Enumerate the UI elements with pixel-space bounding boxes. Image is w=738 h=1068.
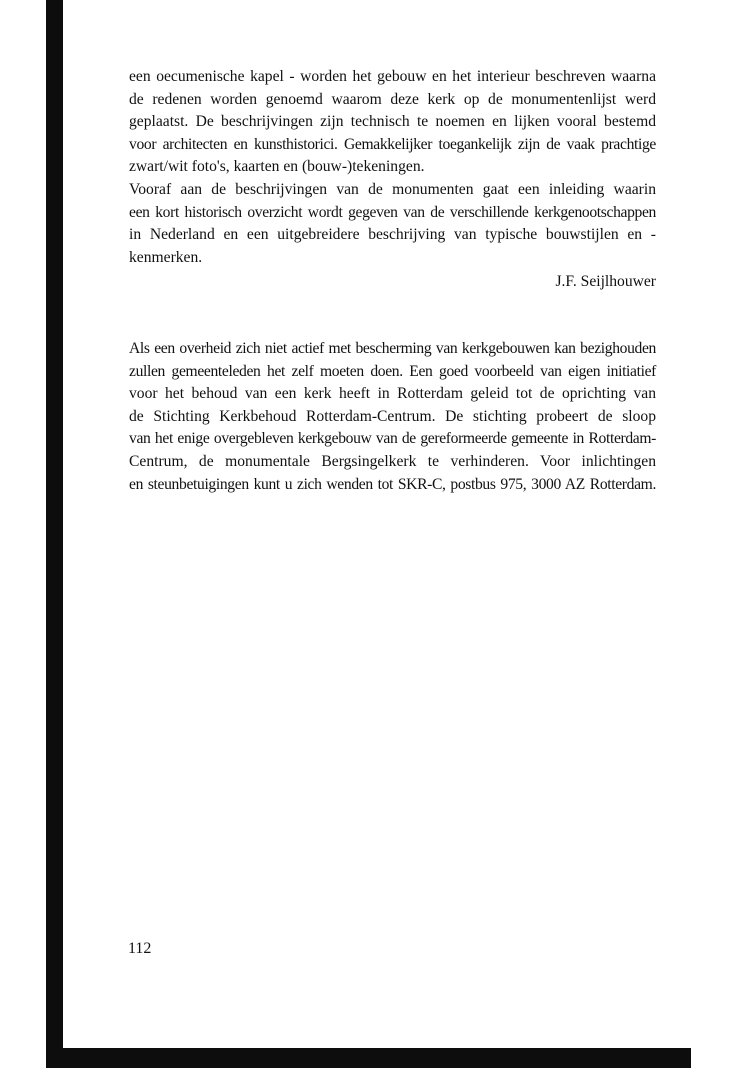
paragraph-review-continuation [129,66,656,179]
page-body [129,66,656,496]
text-line: van het enige overgebleven kerkgebouw van de gereformeerde gemeente in Rotterdam- [129,430,656,448]
text-line: Vooraf aan de beschrijvingen van de monumenten gaat een inleiding waarin [129,180,656,198]
page-number: 112 [128,940,152,957]
text-line: geplaatst. De beschrijvingen zijn technisch te noemen en lijken vooral bestemd [129,113,656,131]
text-line: voor het behoud van een kerk heeft in Rotterdam geleid tot de oprichting van [129,385,656,403]
text-line: zullen gemeenteleden het zelf moeten doen. Een goed voorbeeld van eigen initiatief [129,362,656,380]
paragraph-stichting-kerkbehoud [129,338,656,496]
author-signature: J.F. Seijlhouwer [555,273,656,291]
paragraph-introduction [129,179,656,269]
text-line: een oecumenische kapel - worden het gebouw en het interieur beschreven waarna [129,68,656,85]
text-line: voor architecten en kunsthistorici. Gemakkelijker toegankelijk zijn de vaak prachtige [129,135,656,153]
text-line: Centrum, de monumentale Bergsingelkerk te verhinderen. Voor inlichtingen [129,452,656,470]
text-line: in Nederland en een uitgebreidere beschrijving van typische bouwstijlen en - [129,226,656,244]
text-line: kenmerken. [129,248,203,266]
scan-bottom-border [46,1048,691,1068]
text-line: de Stichting Kerkbehoud Rotterdam-Centrum. De stichting probeert de sloop [129,407,656,425]
scan-left-border [46,0,63,1068]
text-line: een kort historisch overzicht wordt gegeven van de verschillende kerkgenootschappen [129,203,656,221]
text-line: zwart/wit foto's, kaarten en (bouw-)tekeningen. [129,158,425,176]
text-line: en steunbetuigingen kunt u zich wenden tot SKR-C, postbus 975, 3000 AZ Rotterdam. [129,475,656,493]
text-line: de redenen worden genoemd waarom deze kerk op de monumentenlijst werd [129,90,656,108]
text-line: Als een overheid zich niet actief met bescherming van kerkgebouwen kan bezighouden [129,339,656,357]
